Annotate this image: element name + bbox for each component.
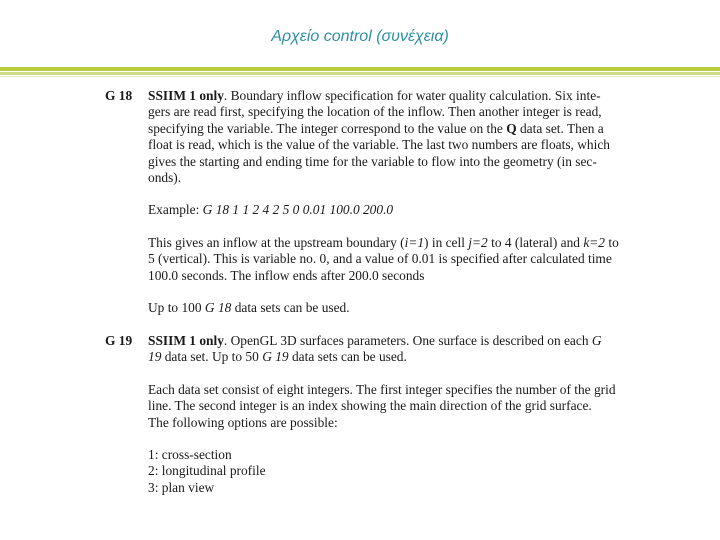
- ssiim-only-label: SSIIM 1 only: [148, 88, 224, 103]
- title-divider: [0, 67, 720, 71]
- slide-title: Αρχείο control (συνέχεια): [271, 28, 449, 45]
- g18-explanation: This gives an inflow at the upstream boundary (i=1) in cell j=2 to 4 (lateral) and k=2 to 5 (vertical). This is variable no. 0, and a value of 0.01 is specified after calculated time 100.0 seconds. The inflow ends after 200.0 seconds: [148, 234, 619, 283]
- ssiim-only-label: SSIIM 1 only: [148, 333, 224, 348]
- title-divider-fade: [0, 76, 720, 77]
- option-plan-view: 3: plan view: [148, 479, 215, 495]
- g19-description: SSIIM 1 only. OpenGL 3D surfaces parameters. One surface is described on each G 19 data set. Up to 50 G 19 data sets can be used.: [148, 333, 602, 365]
- g18-description: SSIIM 1 only. Boundary inflow specification for water quality calculation. Six inte- gers are read first, specifying the location of the inflow. Then another integer is read, specifying the variable. The integer correspond to the value on the Q data set. Then a float is read, which is the value of the variable. The last two numbers are floats, which gives the starting and ending time for the variable to flow into the geometry (in sec- onds).: [148, 88, 610, 186]
- entry-body: [148, 88, 638, 316]
- entry-body: [148, 333, 638, 496]
- title-divider-shade: [0, 72, 720, 75]
- g19-options: [148, 447, 638, 496]
- g18-limit: Up to 100 G 18 data sets can be used.: [148, 300, 350, 316]
- g19-details: Each data set consist of eight integers. The first integer specifies the number of the grid line. The second integer is an index showing the main direction of the grid surface. The following options are possible:: [148, 381, 616, 430]
- g18-example: Example: G 18 1 1 2 4 2 5 0 0.01 100.0 200.0: [148, 202, 394, 218]
- entry-code: G 19: [105, 333, 133, 348]
- option-longitudinal-profile: 2: longitudinal profile: [148, 463, 266, 479]
- option-cross-section: 1: cross-section: [148, 447, 232, 463]
- entry-code: G 18: [105, 88, 133, 103]
